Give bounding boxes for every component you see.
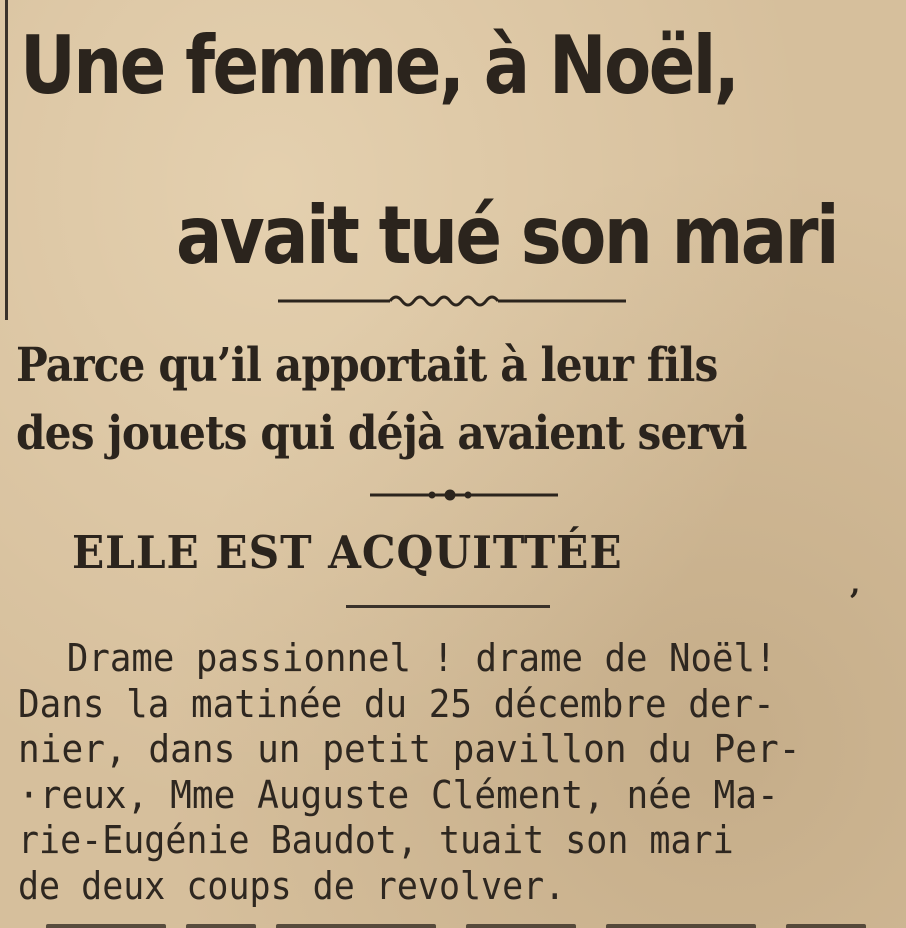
ink-mark: , [850,566,861,601]
column-rule [5,0,8,320]
wavy-divider [278,292,626,310]
subheadline-line-1: Parce qu’il apportait à leur fils [16,338,718,393]
subheadline-line-2: des jouets qui déjà avaient servi [16,406,747,461]
cut-off-text-line [46,906,866,928]
body-line: Drame passionnel ! drame de Noël! [66,636,777,680]
headline-line-2: avait tué son mari [176,189,837,282]
body-line: rie-Eugénie Baudot, tuait son mari [18,818,734,862]
body-line: de deux coups de revolver. [18,863,566,908]
article-body [18,636,898,909]
dotted-ornament-divider [370,486,558,504]
headline-line-1: Une femme, à Noël, [20,19,738,112]
body-line: nier, dans un petit pavillon du Per- [18,727,801,771]
body-line: Dans la matinée du 25 décembre der- [18,681,775,726]
deck-heading: ELLE EST ACQUITTÉE [72,526,623,579]
short-divider [346,605,550,608]
body-line: ·reux, Mme Auguste Clément, née Ma- [18,772,779,817]
